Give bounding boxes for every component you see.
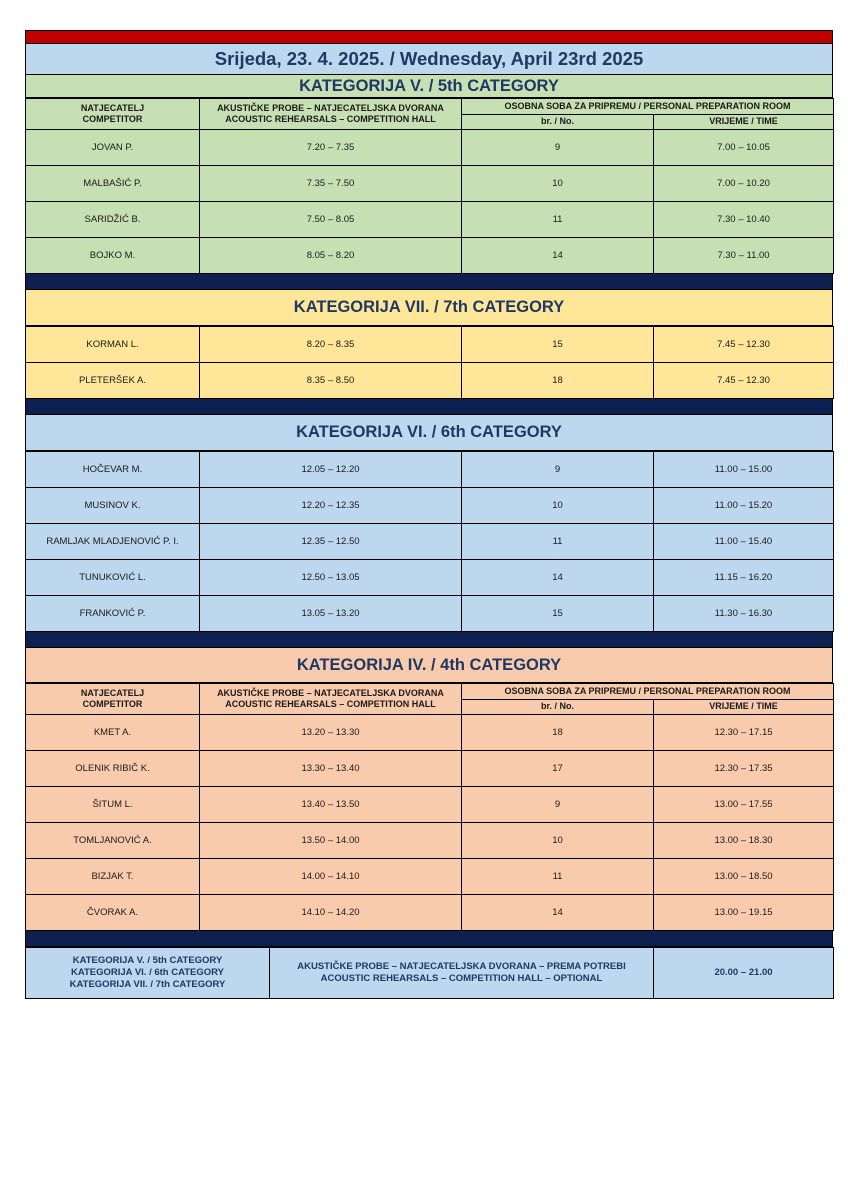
- table-row: [26, 596, 834, 632]
- table-row: [26, 166, 834, 202]
- rehearsal-time: 12.35 – 12.50: [200, 524, 462, 560]
- room-number: 11: [462, 524, 654, 560]
- column-header-time: VRIJEME / TIME: [654, 699, 834, 715]
- footer-time: 20.00 – 21.00: [654, 948, 834, 999]
- rehearsal-time: 13.20 – 13.30: [200, 715, 462, 751]
- room-number: 15: [462, 596, 654, 632]
- rehearsal-time: 8.05 – 8.20: [200, 238, 462, 274]
- room-time: 7.00 – 10.05: [654, 130, 834, 166]
- section-divider: [25, 274, 833, 290]
- rehearsal-time: 13.50 – 14.00: [200, 823, 462, 859]
- room-number: 9: [462, 787, 654, 823]
- room-time: 7.30 – 11.00: [654, 238, 834, 274]
- column-header-rehearsal: AKUSTIČKE PROBE – NATJECATELJSKA DVORANA ACOUSTIC REHEARSALS – COMPETITION HALL: [200, 684, 462, 715]
- room-time: 13.00 – 19.15: [654, 895, 834, 931]
- rehearsal-time: 14.10 – 14.20: [200, 895, 462, 931]
- page-title: Srijeda, 23. 4. 2025. / Wednesday, April 23rd 2025: [25, 44, 833, 75]
- table-row: [26, 452, 834, 488]
- competitor-name: OLENIK RIBIČ K.: [26, 751, 200, 787]
- table-row: [26, 715, 834, 751]
- footer-categories: KATEGORIJA V. / 5th CATEGORY KATEGORIJA VI. / 6th CATEGORY KATEGORIJA VII. / 7th CATEGORY: [26, 948, 270, 999]
- competitor-name: RAMLJAK MLADJENOVIĆ P. I.: [26, 524, 200, 560]
- room-number: 18: [462, 363, 654, 399]
- rehearsal-time: 8.20 – 8.35: [200, 327, 462, 363]
- room-time: 12.30 – 17.15: [654, 715, 834, 751]
- section-divider: [25, 632, 833, 648]
- competitor-name: FRANKOVIĆ P.: [26, 596, 200, 632]
- room-time: 7.45 – 12.30: [654, 363, 834, 399]
- table-row: [26, 202, 834, 238]
- rehearsal-time: 7.50 – 8.05: [200, 202, 462, 238]
- room-time: 13.00 – 17.55: [654, 787, 834, 823]
- room-time: 11.15 – 16.20: [654, 560, 834, 596]
- room-number: 14: [462, 560, 654, 596]
- column-header-time: VRIJEME / TIME: [654, 114, 834, 130]
- room-number: 10: [462, 823, 654, 859]
- room-time: 7.30 – 10.40: [654, 202, 834, 238]
- column-header-competitor: NATJECATELJ COMPETITOR: [26, 684, 200, 715]
- rehearsal-time: 7.35 – 7.50: [200, 166, 462, 202]
- table-row: [26, 238, 834, 274]
- room-time: 11.00 – 15.40: [654, 524, 834, 560]
- table-row: [26, 823, 834, 859]
- top-red-bar: [25, 30, 833, 44]
- room-time: 7.00 – 10.20: [654, 166, 834, 202]
- room-time: 12.30 – 17.35: [654, 751, 834, 787]
- category-5-table: [25, 98, 834, 274]
- competitor-name: MUSINOV K.: [26, 488, 200, 524]
- competitor-name: MALBAŠIĆ P.: [26, 166, 200, 202]
- table-row: [26, 363, 834, 399]
- section-divider: [25, 399, 833, 415]
- rehearsal-time: 12.20 – 12.35: [200, 488, 462, 524]
- optional-rehearsal-table: [25, 947, 834, 999]
- competitor-name: ŠITUM L.: [26, 787, 200, 823]
- room-time: 7.45 – 12.30: [654, 327, 834, 363]
- room-time: 11.30 – 16.30: [654, 596, 834, 632]
- rehearsal-time: 13.05 – 13.20: [200, 596, 462, 632]
- rehearsal-time: 8.35 – 8.50: [200, 363, 462, 399]
- rehearsal-time: 12.50 – 13.05: [200, 560, 462, 596]
- table-row: [26, 751, 834, 787]
- column-header-room: OSOBNA SOBA ZA PRIPREMU / PERSONAL PREPARATION ROOM: [462, 99, 834, 115]
- competitor-name: TOMLJANOVIĆ A.: [26, 823, 200, 859]
- section-divider: [25, 931, 833, 947]
- room-number: 14: [462, 895, 654, 931]
- room-number: 9: [462, 452, 654, 488]
- competitor-name: JOVAN P.: [26, 130, 200, 166]
- column-header-room: OSOBNA SOBA ZA PRIPREMU / PERSONAL PREPARATION ROOM: [462, 684, 834, 700]
- rehearsal-time: 13.30 – 13.40: [200, 751, 462, 787]
- category-5-header: KATEGORIJA V. / 5th CATEGORY: [25, 75, 833, 98]
- category-6-header: KATEGORIJA VI. / 6th CATEGORY: [25, 415, 833, 451]
- category-7-table: [25, 326, 834, 399]
- category-6-table: [25, 451, 834, 632]
- room-number: 18: [462, 715, 654, 751]
- room-number: 10: [462, 166, 654, 202]
- rehearsal-time: 7.20 – 7.35: [200, 130, 462, 166]
- table-row: [26, 560, 834, 596]
- competitor-name: KMET A.: [26, 715, 200, 751]
- room-number: 9: [462, 130, 654, 166]
- room-time: 13.00 – 18.50: [654, 859, 834, 895]
- room-number: 14: [462, 238, 654, 274]
- table-row: [26, 130, 834, 166]
- table-row: [26, 787, 834, 823]
- rehearsal-time: 12.05 – 12.20: [200, 452, 462, 488]
- table-row: [26, 895, 834, 931]
- competitor-name: TUNUKOVIĆ L.: [26, 560, 200, 596]
- table-row: [26, 327, 834, 363]
- competitor-name: PLETERŠEK A.: [26, 363, 200, 399]
- rehearsal-time: 13.40 – 13.50: [200, 787, 462, 823]
- room-number: 17: [462, 751, 654, 787]
- rehearsal-time: 14.00 – 14.10: [200, 859, 462, 895]
- competitor-name: HOČEVAR M.: [26, 452, 200, 488]
- category-4-header: KATEGORIJA IV. / 4th CATEGORY: [25, 648, 833, 683]
- column-header-room-no: br. / No.: [462, 699, 654, 715]
- table-row: [26, 488, 834, 524]
- competitor-name: KORMAN L.: [26, 327, 200, 363]
- competitor-name: BIZJAK T.: [26, 859, 200, 895]
- room-number: 11: [462, 202, 654, 238]
- column-header-competitor: NATJECATELJ COMPETITOR: [26, 99, 200, 130]
- table-row: [26, 524, 834, 560]
- competitor-name: SARIDŽIĆ B.: [26, 202, 200, 238]
- competitor-name: ČVORAK A.: [26, 895, 200, 931]
- footer-rehearsal-label: AKUSTIČKE PROBE – NATJECATELJSKA DVORANA – PREMA POTREBI ACOUSTIC REHEARSALS – COMPETITION HALL – OPTIONAL: [270, 948, 654, 999]
- room-number: 10: [462, 488, 654, 524]
- column-header-room-no: br. / No.: [462, 114, 654, 130]
- room-number: 11: [462, 859, 654, 895]
- category-4-table: [25, 683, 834, 931]
- category-7-header: KATEGORIJA VII. / 7th CATEGORY: [25, 290, 833, 326]
- competitor-name: BOJKO M.: [26, 238, 200, 274]
- room-time: 13.00 – 18.30: [654, 823, 834, 859]
- schedule-sheet: [25, 30, 833, 999]
- room-number: 15: [462, 327, 654, 363]
- column-header-rehearsal: AKUSTIČKE PROBE – NATJECATELJSKA DVORANA ACOUSTIC REHEARSALS – COMPETITION HALL: [200, 99, 462, 130]
- room-time: 11.00 – 15.00: [654, 452, 834, 488]
- table-row: [26, 859, 834, 895]
- room-time: 11.00 – 15.20: [654, 488, 834, 524]
